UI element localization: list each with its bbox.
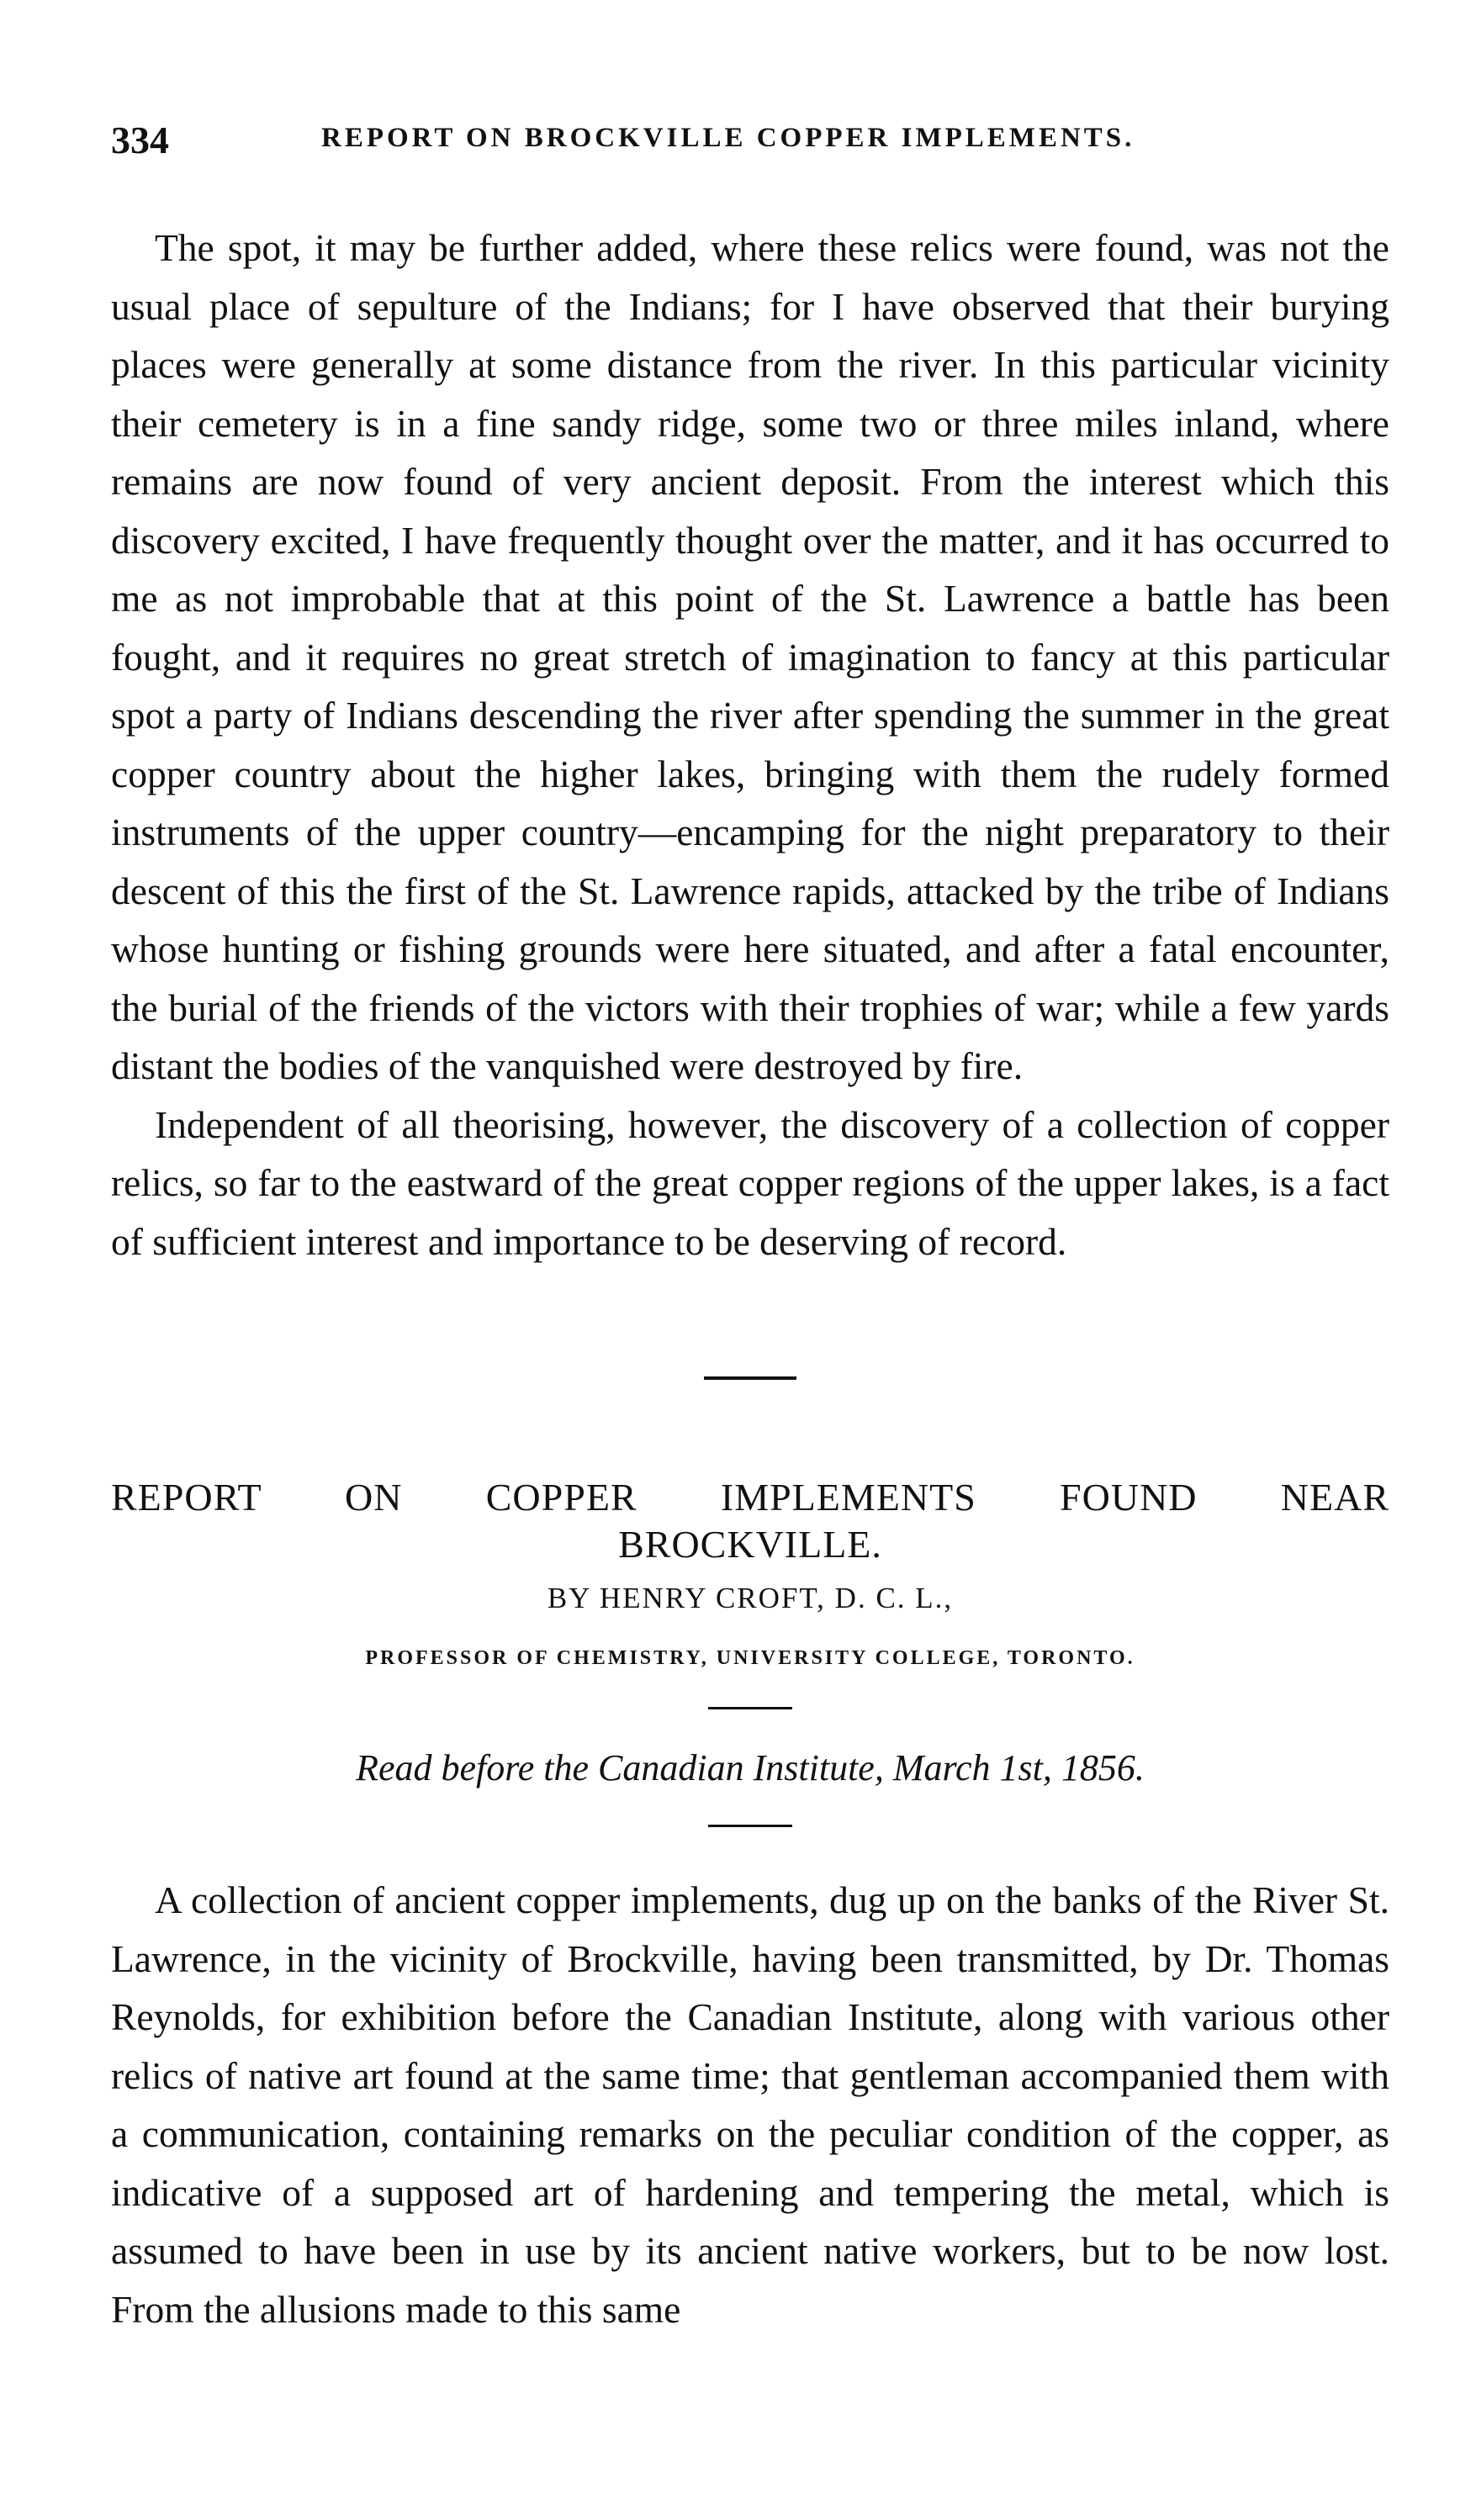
body-paragraph-2: Independent of all theorising, however, the discovery of a collection of copper relics, so far to the eastward of the great copper regions of the upper lakes, is a fact of sufficient interest and importance to be deserving of record. — [111, 1102, 1389, 1263]
article-title-line-1: REPORT ON COPPER IMPLEMENTS FOUND NEAR — [111, 1476, 1389, 1519]
body-paragraph-1: The spot, it may be further added, where these relics were found, was not the usual place of sepulture of the Indians; for I have observed that their burying places were generally at some distance from the river. In this particular vicinity their cemetery is in a fine sandy ridge, some two or three miles inland, where remains are now found of very ancient deposit. From the interest which this discovery excited, I have frequently thought over the matter, and it has occurred to me as not improbable that at this point of the St. Lawrence a battle has been fought, and it requires no great stretch of imagination to fancy at this particular spot a party of Indians descending the river after spending the summer in the great copper country about the higher lakes, bringing with them the rudely formed instruments of the upper country—encamping for the night preparatory to their descent of this the first of the St. Lawrence rapids, attacked by the tribe of Indians whose hunting or fishing grounds were here situated, and after a fatal encounter, the burial of the friends of the victors with their trophies of war; while a few yards distant the bodies of the vanquished were destroyed by fire. — [111, 226, 1389, 1087]
article-byline: BY HENRY CROFT, D. C. L., — [547, 1582, 954, 1614]
running-head — [111, 118, 1389, 168]
article-title-line-2: BROCKVILLE. — [618, 1523, 882, 1566]
author-affiliation: PROFESSOR OF CHEMISTRY, UNIVERSITY COLLEGE, TORONTO. — [365, 1647, 1135, 1669]
article-paragraph-1: A collection of ancient copper implements, dug up on the banks of the River St. Lawrence, in the vicinity of Brockville, having been transmitted, by Dr. Thomas Reynolds, for exhibition before the Canadian Institute, along with various other relics of native art found at the same time; that gentleman accompanied them with a communication, containing remarks on the peculiar condition of the copper, as indicative of a supposed art of hardening and tempering the metal, which is assumed to have been in use by its ancient native workers, but to be now lost. From the allusions made to this same — [111, 1878, 1389, 2331]
book-page — [111, 118, 1389, 2338]
read-line-divider — [708, 1825, 792, 1827]
title-divider — [708, 1707, 792, 1709]
section-divider — [704, 1376, 796, 1380]
read-before-line: Read before the Canadian Institute, March 1st, 1856. — [356, 1747, 1145, 1788]
page-number: 334 — [111, 119, 169, 161]
running-title: REPORT ON BROCKVILLE COPPER IMPLEMENTS. — [321, 123, 1135, 153]
